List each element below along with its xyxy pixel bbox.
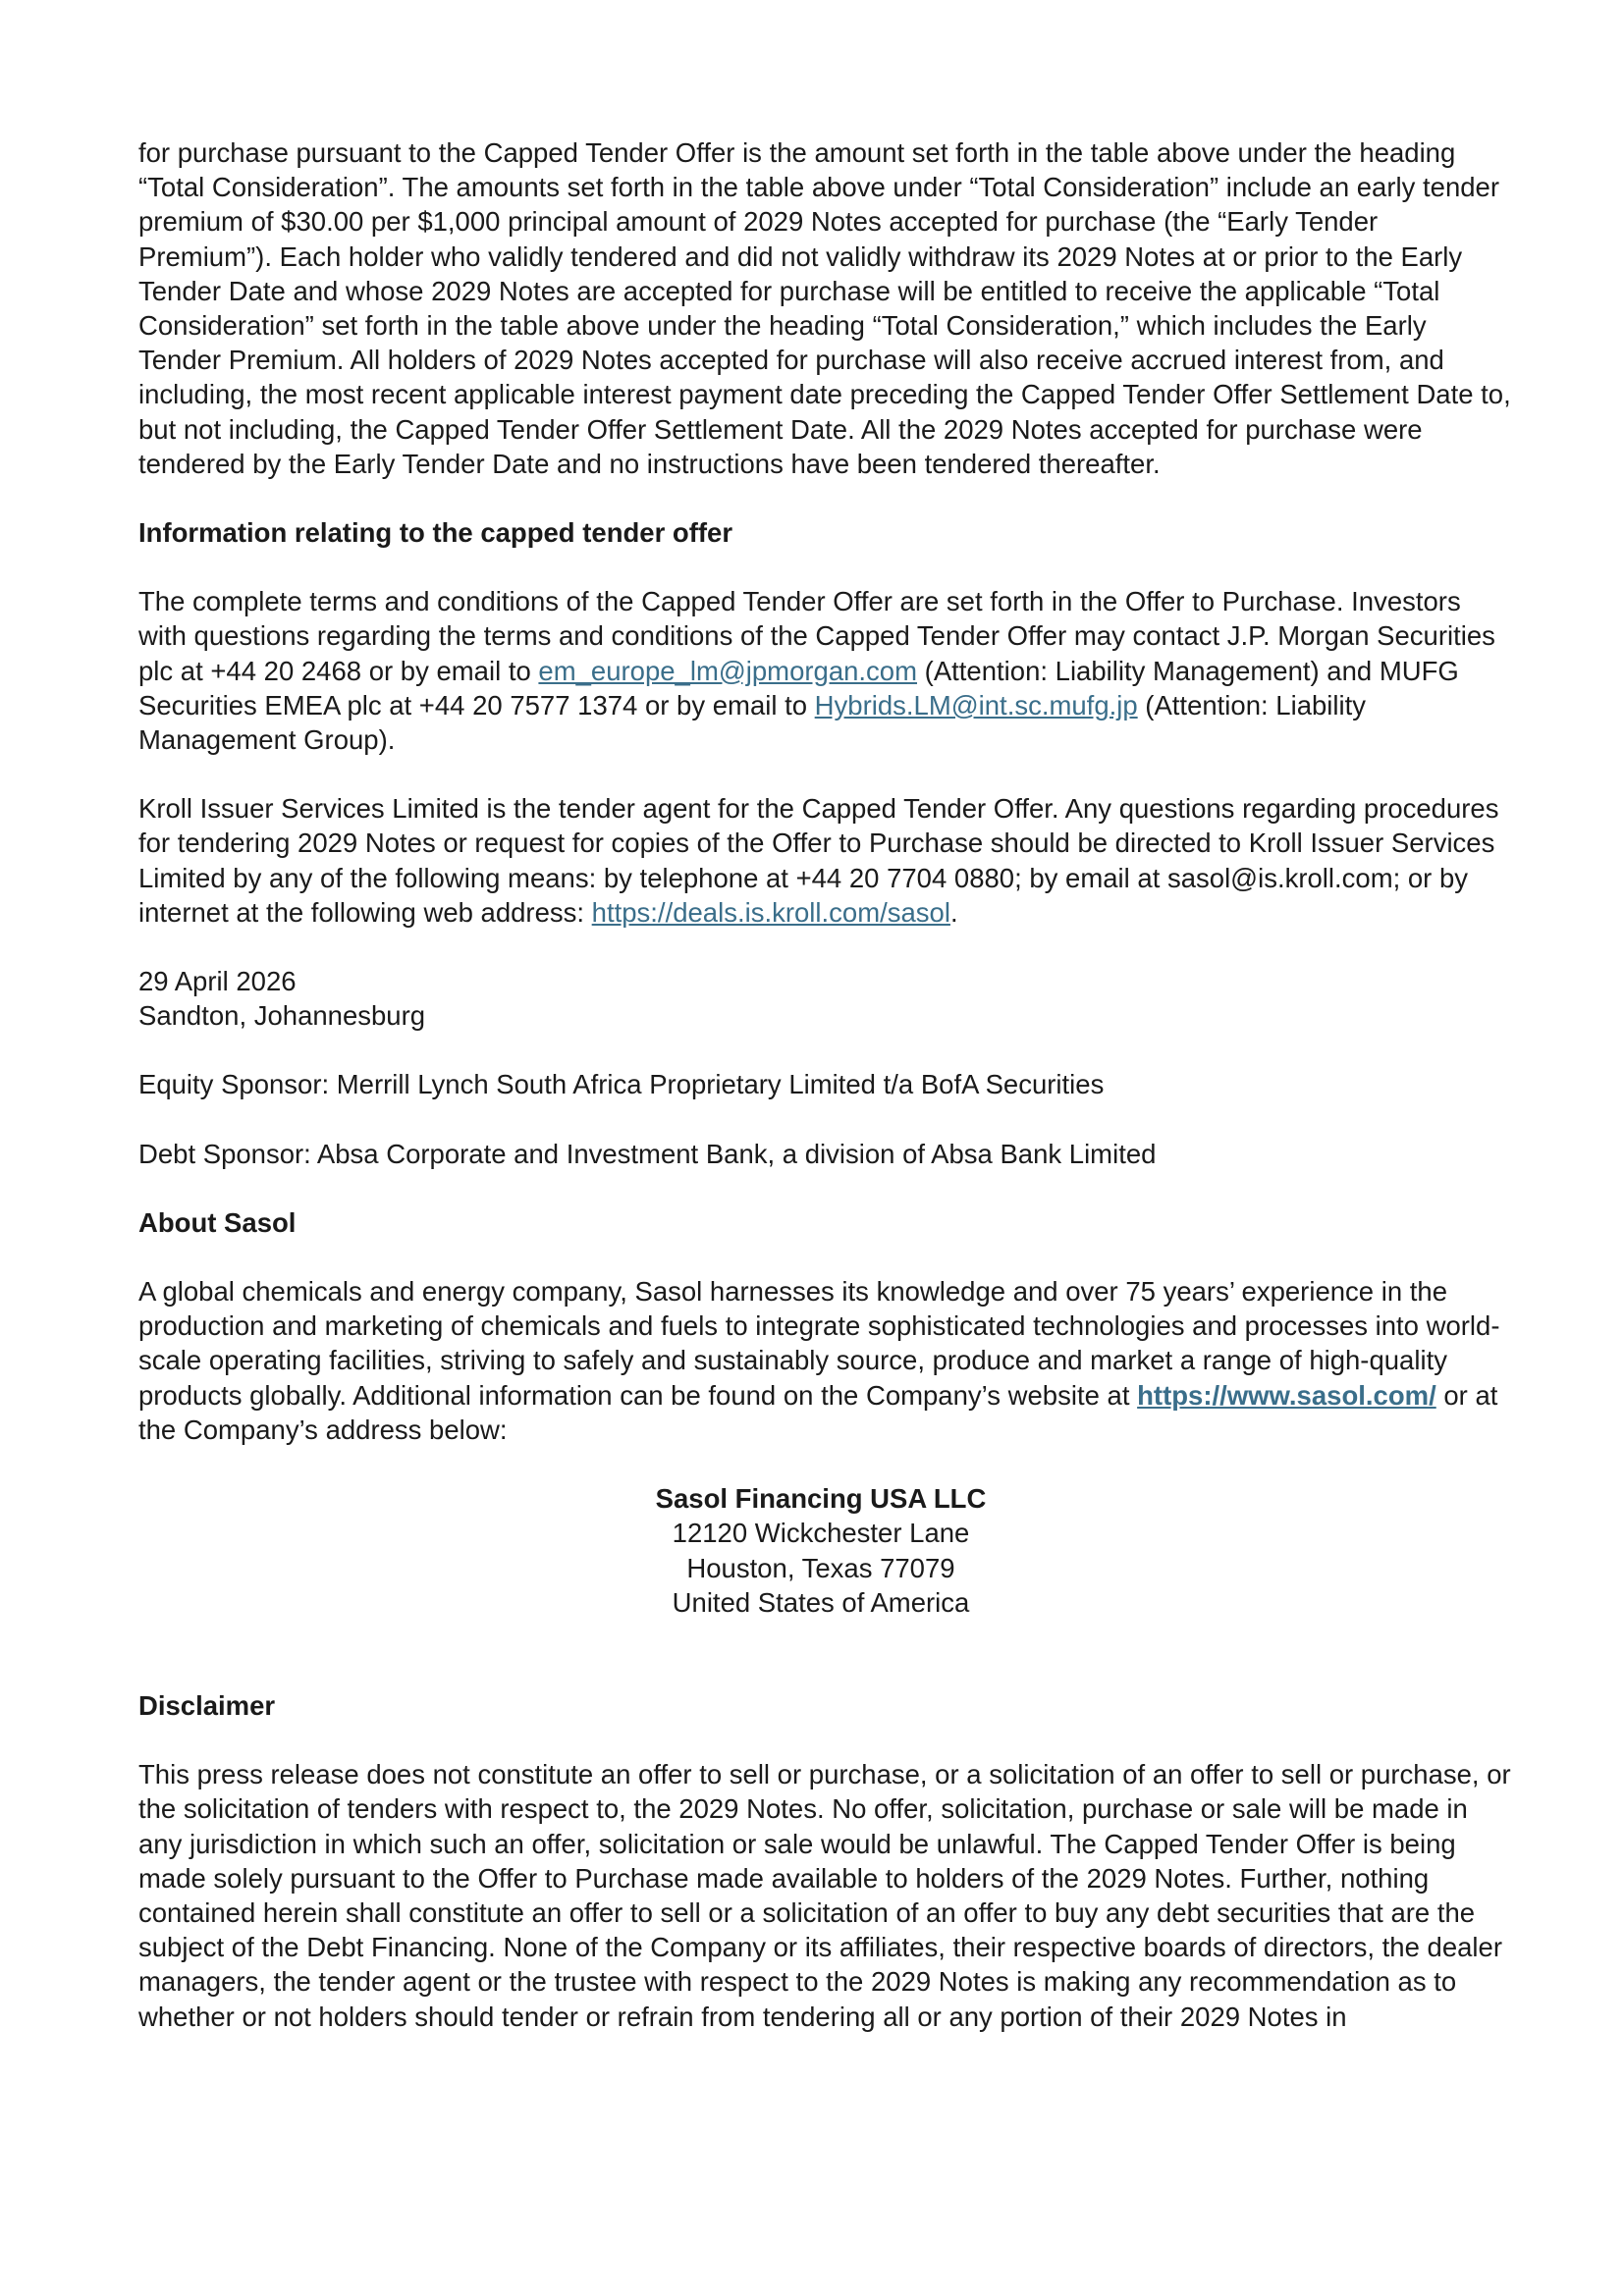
info-contact-paragraph — [138, 584, 1513, 757]
disclaimer-heading: Disclaimer — [138, 1689, 276, 1721]
kroll-website-link[interactable]: https://deals.is.kroll.com/sasol — [591, 896, 950, 928]
tender-agent-paragraph — [138, 791, 1513, 930]
sasol-website-link[interactable]: https://www.sasol.com/ — [1137, 1379, 1436, 1411]
info-section-heading: Information relating to the capped tender offer — [138, 517, 733, 549]
jpmorgan-email-link[interactable]: em_europe_lm@jpmorgan.com — [538, 655, 918, 686]
equity-sponsor: Equity Sponsor: Merrill Lynch South Africa Proprietary Limited t/a BofA Securities — [138, 1069, 1105, 1100]
address-country: United States of America — [672, 1586, 970, 1618]
address-street: 12120 Wickchester Lane — [672, 1518, 970, 1549]
spacer — [138, 1620, 1513, 1688]
info-text-3: (Attention: Liability Management Group). — [138, 689, 1366, 756]
tender-agent-text-1: Kroll Issuer Services Limited is the tender agent for the Capped Tender Offer. Any questions regarding procedures for tendering 2029 Notes or request for copies of the Offer to Purchase should be directed to Kroll Issuer Services Limited by any of the following means: by telephone at +44 20 7704 0880; by email at sasol@is.kroll.com; or by internet at the following web address: — [138, 793, 1499, 928]
release-place: Sandton, Johannesburg — [138, 1000, 426, 1032]
about-text-2: or at the Company’s address below: — [138, 1379, 1498, 1445]
about-paragraph — [138, 1274, 1513, 1447]
company-address — [138, 1481, 1503, 1620]
debt-sponsor: Debt Sponsor: Absa Corporate and Investment Bank, a division of Absa Bank Limited — [138, 1138, 1157, 1169]
address-company-name: Sasol Financing USA LLC — [655, 1483, 987, 1515]
address-city: Houston, Texas 77079 — [686, 1552, 955, 1583]
about-text-1: A global chemicals and energy company, Sasol harnesses its knowledge and over 75 years’ experience in the production and marketing of chemicals and fuels to integrate sophisticated technologies and processes into world-scale operating facilities, striving to safely and sustainably source, produce and market a range of high-quality products globally. Additional information can be found on the Company’s website at — [138, 1276, 1500, 1411]
document-page — [138, 135, 1513, 2068]
about-heading: About Sasol — [138, 1206, 297, 1238]
intro-paragraph: for purchase pursuant to the Capped Tender Offer is the amount set forth in the table above under the heading “Total Consideration”. The amounts set forth in the table above under “Total Consideration” include an early tender premium of $30.00 per $1,000 principal amount of 2029 Notes accepted for purchase (the “Early Tender Premium”). Each holder who validly tendered and did not validly withdraw its 2029 Notes at or prior to the Early Tender Date and whose 2029 Notes are accepted for purchase will be entitled to receive the applicable “Total Consideration” set forth in the table above under the heading “Total Consideration,” which includes the Early Tender Premium. All holders of 2029 Notes accepted for purchase will also receive accrued interest from, and including, the most recent applicable interest payment date preceding the Capped Tender Offer Settlement Date to, but not including, the Capped Tender Offer Settlement Date. All the 2029 Notes accepted for purchase were tendered by the Early Tender Date and no instructions have been tendered thereafter. — [138, 137, 1511, 479]
info-text-2: (Attention: Liability Management) and MUFG Securities EMEA plc at +44 20 7577 1374 or by email to — [138, 655, 1459, 721]
mufg-email-link[interactable]: Hybrids.LM@int.sc.mufg.jp — [814, 689, 1138, 721]
info-text-1: The complete terms and conditions of the Capped Tender Offer are set forth in the Offer to Purchase. Investors with questions regarding the terms and conditions of the Capped Tender Offer may contact J.P. Morgan Securities plc at +44 20 2468 or by email to — [138, 586, 1495, 686]
release-date: 29 April 2026 — [138, 966, 297, 997]
tender-agent-text-2: . — [949, 896, 958, 928]
disclaimer-paragraph: This press release does not constitute an offer to sell or purchase, or a solicitation of an offer to sell or purchase, or the solicitation of tenders with respect to, the 2029 Notes. No offer, solicitation, purchase or sale will be made in any jurisdiction in which such an offer, solicitation or sale would be unlawful. The Capped Tender Offer is being made solely pursuant to the Offer to Purchase made available to holders of the 2029 Notes. Further, nothing contained herein shall constitute an offer to sell or a solicitation of an offer to buy any debt securities that are the subject of the Debt Financing. None of the Company or its affiliates, their respective boards of directors, the dealer managers, the tender agent or the trustee with respect to the 2029 Notes is making any recommendation as to whether or not holders should tender or refrain from tendering all or any portion of their 2029 Notes in — [138, 1759, 1511, 2032]
